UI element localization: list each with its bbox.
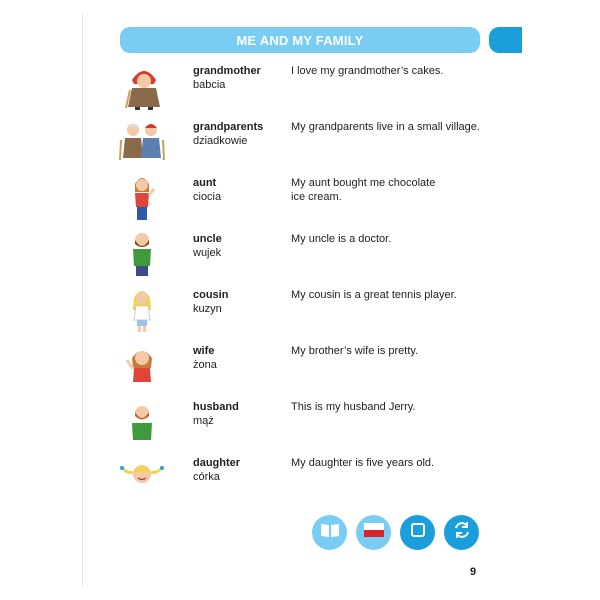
page-edge [82, 14, 83, 586]
book-icon [320, 522, 340, 543]
repeat-button[interactable] [444, 515, 479, 550]
polish-word: żona [193, 359, 217, 371]
english-word: uncle [193, 233, 222, 245]
vocab-row [118, 398, 518, 450]
english-word: daughter [193, 457, 241, 469]
vocab-row [118, 286, 518, 338]
page-number: 9 [470, 566, 477, 578]
page-title: ME AND MY FAMILY [236, 32, 364, 48]
translation-button[interactable] [356, 515, 391, 550]
vocab-row [118, 230, 518, 282]
stop-button[interactable] [400, 515, 435, 550]
word-pair [193, 176, 221, 204]
word-pair [193, 456, 240, 484]
vocab-row [118, 62, 518, 114]
polish-word: dziadkowie [193, 135, 248, 147]
english-word: grandmother [193, 65, 261, 77]
polish-flag-icon [364, 523, 384, 542]
example-sentence: My uncle is a doctor. [291, 233, 392, 245]
word-pair [193, 64, 261, 92]
vocab-row [118, 174, 518, 226]
polish-word: córka [193, 471, 220, 483]
example-sentence: My brother’s wife is pretty. [291, 345, 419, 357]
header-bar [120, 27, 480, 53]
daughter-icon [118, 454, 166, 504]
example-sentence: I love my grandmother’s cakes. [291, 65, 444, 77]
polish-word: ciocia [193, 191, 222, 203]
word-pair [193, 120, 263, 148]
english-word: grandparents [193, 121, 264, 133]
polish-word: mąż [193, 415, 214, 427]
wife-icon [118, 342, 166, 392]
aunt-icon [118, 174, 166, 224]
vocab-row [118, 454, 518, 506]
polish-word: babcia [193, 79, 226, 91]
vocab-row [118, 342, 518, 394]
section-tab [489, 27, 522, 53]
square-icon [410, 522, 426, 543]
uncle-icon [118, 230, 166, 280]
example-sentence: My daughter is five years old. [291, 457, 435, 469]
cousin-icon [118, 286, 166, 336]
example-sentence: My aunt bought me chocolate ice cream. [291, 177, 436, 203]
word-pair [193, 232, 222, 260]
book-button[interactable] [312, 515, 347, 550]
husband-icon [118, 398, 166, 448]
grandparents-icon [118, 118, 166, 168]
vocab-row [118, 118, 518, 170]
polish-word: kuzyn [193, 303, 222, 315]
english-word: wife [193, 345, 215, 357]
refresh-icon [452, 520, 472, 545]
english-word: husband [193, 401, 239, 413]
word-pair [193, 288, 228, 316]
grandmother-icon [118, 62, 166, 112]
example-sentence: This is my husband Jerry. [291, 401, 416, 413]
word-pair [193, 400, 239, 428]
word-pair [193, 344, 217, 372]
english-word: cousin [193, 289, 229, 301]
polish-word: wujek [193, 247, 222, 259]
example-sentence: My grandparents live in a small village. [291, 121, 480, 133]
english-word: aunt [193, 177, 217, 189]
toolbar [312, 515, 479, 550]
example-sentence: My cousin is a great tennis player. [291, 289, 457, 301]
